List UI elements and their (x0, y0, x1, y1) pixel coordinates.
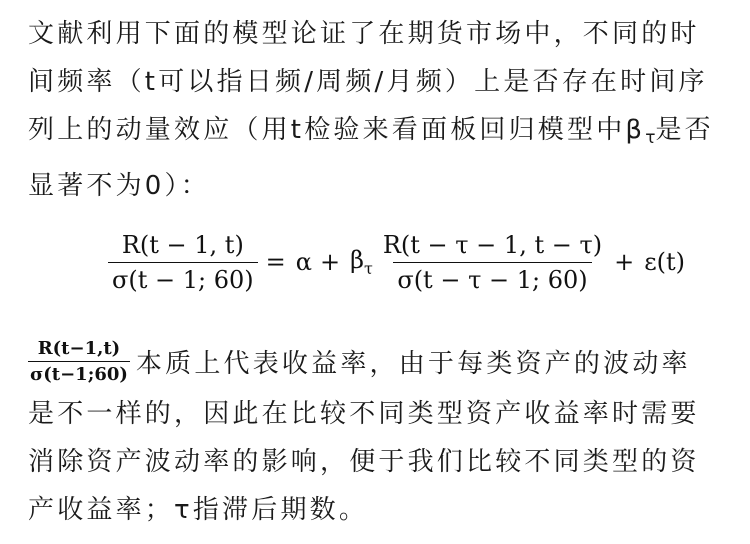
paragraph2-first-line (28, 338, 724, 385)
plus-sign: + (319, 248, 341, 276)
regression-equation (108, 222, 685, 302)
lhs-numerator: R(t − 1, t) (121, 230, 244, 259)
paragraph1-tail: 是否显著不为0）： (28, 115, 714, 201)
paragraph-volatility-explanation: 是不一样的，因此在比较不同类型资产收益率时需要消除资产波动率的影响，便于我们比较不同类型的资产收益率；τ指滞后期数。 (28, 399, 700, 525)
lhs-denominator: σ(t − 1; 60) (108, 262, 258, 294)
lhs-fraction (108, 231, 258, 294)
paragraph1-text: 文献利用下面的模型论证了在期货市场中，不同的时间频率（t可以指日频/周频/月频）上是否存在时间序列上的动量效应（用t检验来看面板回归模型中β (28, 19, 708, 145)
equals-sign: = (265, 248, 286, 276)
rhs-fraction (379, 231, 606, 294)
epsilon-term: ε(t) (644, 248, 686, 276)
paragraph2-first-line-text: 本质上代表收益率，由于每类资产的波动率 (135, 349, 691, 379)
inline-denominator: σ(t−1;60) (28, 361, 130, 385)
alpha-term: α (295, 248, 312, 276)
beta-tau-subscript: τ (363, 259, 373, 278)
inline-numerator: R(t−1,t) (37, 338, 121, 359)
plus-sign-2: + (614, 248, 635, 276)
paragraph-model-description (28, 10, 724, 210)
beta-symbol: β (350, 246, 364, 274)
rhs-denominator: σ(t − τ − 1; 60) (393, 262, 591, 294)
inline-return-fraction (28, 338, 130, 385)
rhs-numerator: R(t − τ − 1, t − τ) (382, 230, 603, 259)
beta-term (350, 246, 373, 278)
beta-subscript: τ (645, 128, 656, 148)
